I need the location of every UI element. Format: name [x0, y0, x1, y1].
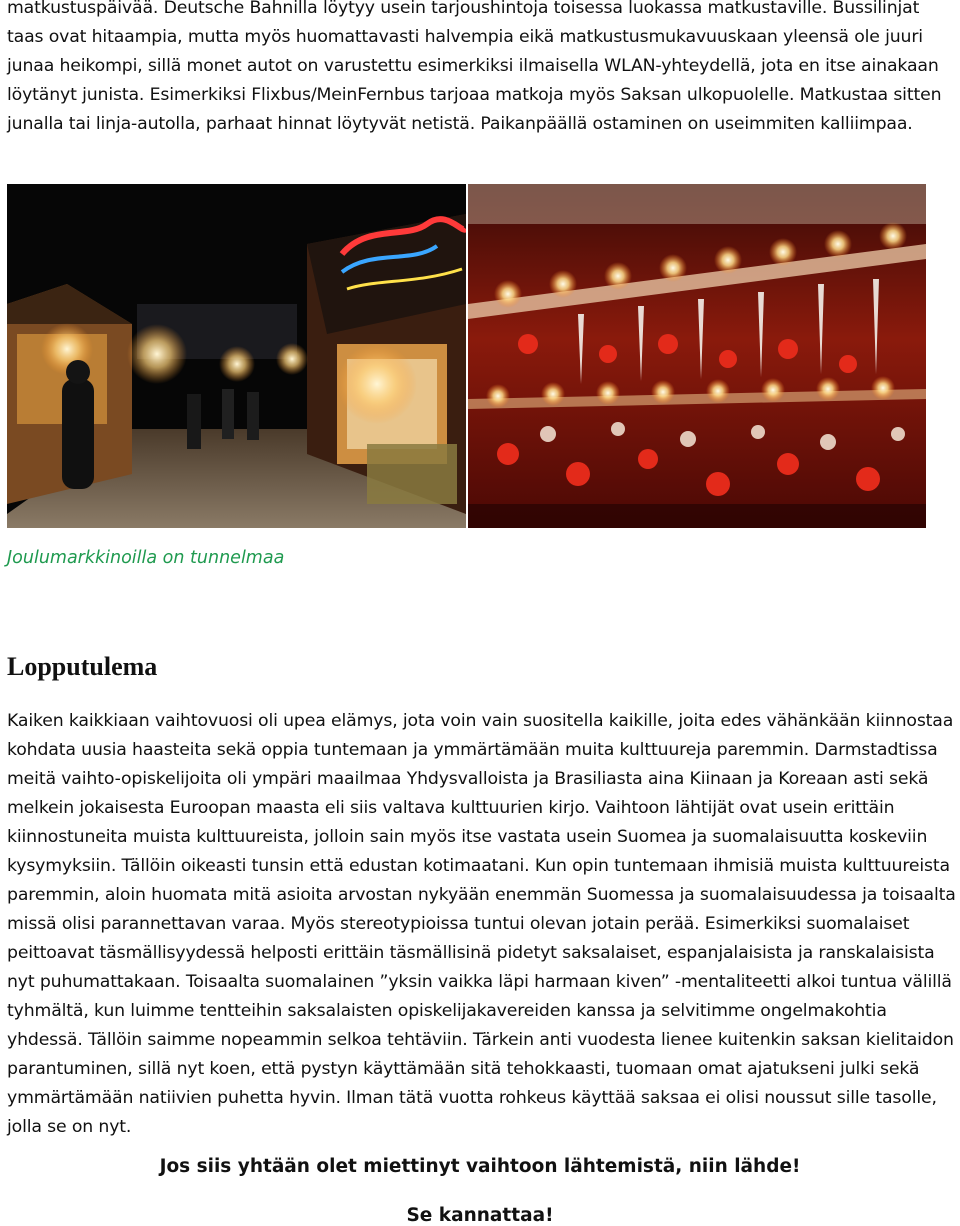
- conclusion-paragraph: Kaiken kaikkiaan vaihtovuosi oli upea elämys, jota voin vain suositella kaikille, joita edes vähänkään kiinnostaa kohdata uusia haasteita sekä oppia tuntemaan ja ymmärtämään muita kulttuureja paremmin. Darmstadtissa meitä vaihto-opiskelijoita oli ympäri maailmaa Yhdysvalloista ja Brasiliasta aina Kiinaan ja Koreaan asti sekä melkein jokaisesta Euroopan maasta eli siis valtava kulttuurien kirjo. Vaihtoon lähtijät ovat usein erittäin kiinnostuneita muista kulttuureista, jolloin sain myös itse vastata usein Suomea ja suomalaisuutta koskeviin kysymyksiin. Tällöin oikeasti tunsin että edustan kotimaatani. Kun opin tuntemaan ihmisiä muista kulttuureista paremmin, aloin huomata mitä asioita arvostan nykyään enemmän Suomessa ja suomalaisuudessa ja toisaalta missä olisi parannettavan varaa. Myös stereotypioissa tuntui olevan jotain perää. Esimerkiksi suomalaiset peittoavat täsmällisyydessä helposti erittäin täsmällisinä pidetyt saksalaiset, espanjalaisista ja ranskalaisista nyt puhumattakaan. Toisaalta suomalainen ”yksin vaikka läpi harmaan kiven” -mentaliteetti alkoi tuntua välillä tyhmältä, kun luimme tentteihin saksalaisten opiskelijakavereiden kanssa ja selvitimme ongelmakohtia yhdessä. Tällöin saimme nopeammin selkoa tehtäviin. Tärkein anti vuodesta lienee kuitenkin saksan kielitaidon parantuminen, sillä nyt koen, että pystyn käyttämään sitä tehokkaasti, tuomaan omat ajatukseni julki sekä ymmärtämään natiivien puhetta hyvin. Ilman tätä vuotta rohkeus käyttää saksaa ei olisi noussut sille tasolle, jolla se on nyt.: [7, 711, 956, 1137]
- section-heading: Lopputulema: [7, 652, 158, 681]
- ornament-stall-photo: [468, 184, 926, 528]
- christmas-market-photo: [7, 184, 466, 528]
- closing-line: Jos siis yhtään olet miettinyt vaihtoon lähtemistä, niin lähde!: [159, 1156, 801, 1177]
- intro-paragraph: matkustuspäivää. Deutsche Bahnilla löytyy usein tarjoushintoja toisessa luokassa matkustaville. Bussilinjat taas ovat hitaampia, mutta myös huomattavasti halvempia eikä matkustusmukavuuskaan yleensä ole juuri junaa heikompi, sillä monet autot on varustettu esimerkiksi ilmaisella WLAN-yhteydellä, jota en itse ainakaan löytänyt junista. Esimerkiksi Flixbus/MeinFernbus tarjoaa matkoja myös Saksan ulkopuolelle. Matkustaa sitten junalla tai linja-autolla, parhaat hinnat löytyvät netistä. Paikanpäällä ostaminen on useimmiten kalliimpaa.: [7, 0, 942, 134]
- photo-caption: Joulumarkkinoilla on tunnelmaa: [7, 548, 285, 568]
- closing-slogan: Se kannattaa!: [406, 1205, 554, 1226]
